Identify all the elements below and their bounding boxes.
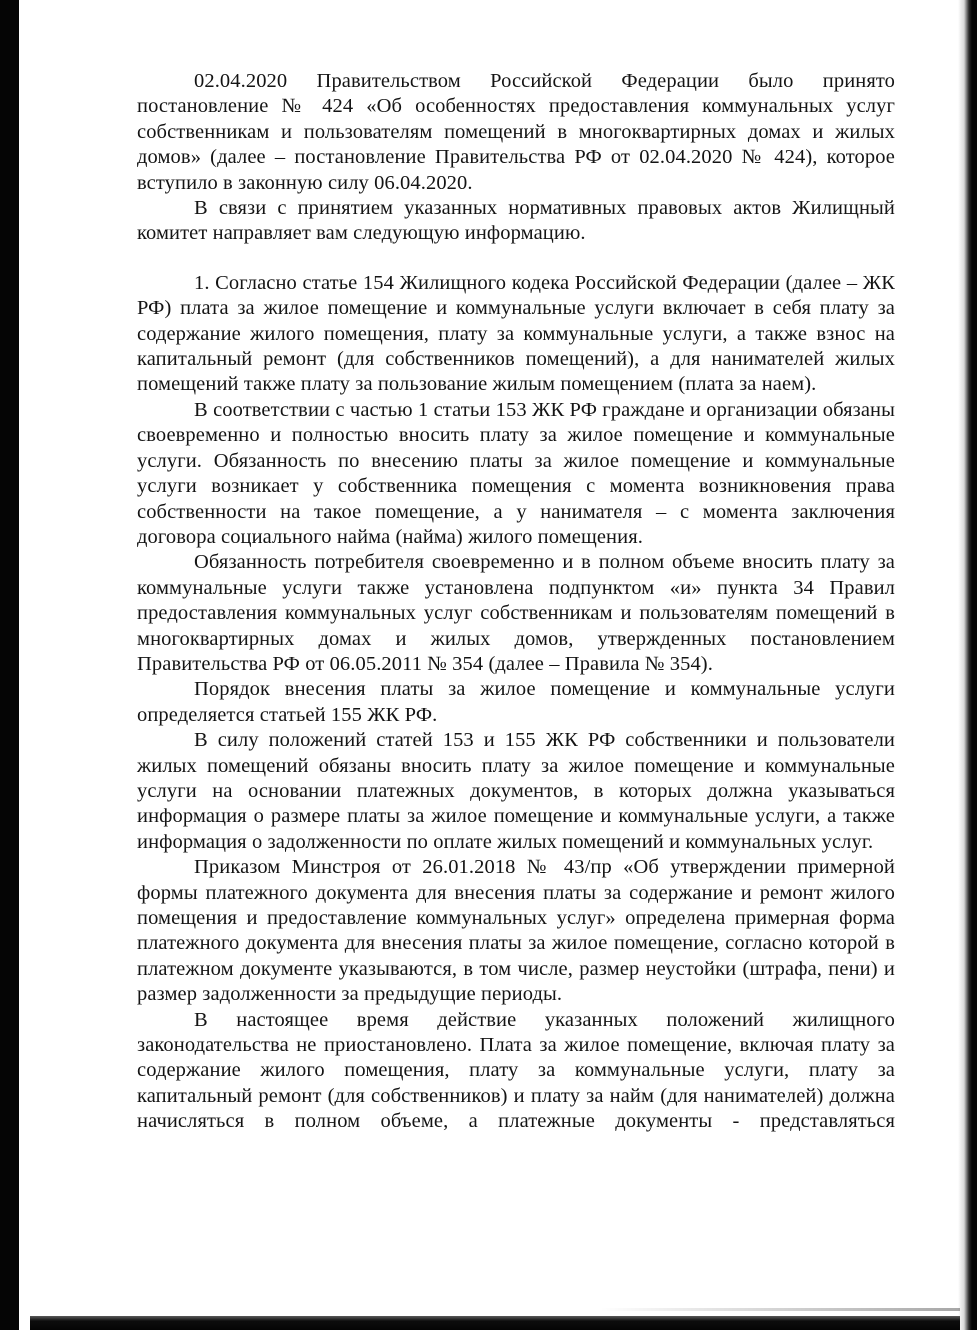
paragraph-article-153: В соответствии с частью 1 статьи 153 ЖК РФ граждане и организации обязаны своевременно и полностью вносить плату за жилое помещение и коммунальные услуги. Обязанность по внесению платы за жилое помещение и коммунальные услуги возникает у собственника помещения с момента возникновения права собственности на такое помещение, а у нанимателя – с момента заключения договора социального найма (найма) жилого помещения. — [137, 398, 895, 548]
scan-border-left — [0, 0, 19, 1330]
scan-border-bottom — [30, 1316, 960, 1330]
scan-shadow-bottom — [600, 1308, 960, 1311]
paragraph-article-154: 1. Согласно статье 154 Жилищного кодека Российской Федерации (далее – ЖК РФ) плата за жилое помещение и коммунальные услуги включает в себя плату за содержание жилого помещения, плату за коммунальные услуги, а также взнос на капитальный ремонт (для собственников помещений), а для нанимателей жилых помещений также плату за пользование жилым помещением (плата за наем). — [137, 271, 895, 396]
paragraph-minstroy-order: Приказом Минстроя от 26.01.2018 № 43/пр «Об утверждении примерной формы платежного документа для внесения платы за содержание и ремонт жилого помещения и предоставление коммунальных услуг» определена примерная форма платежного документа для внесения платы за жилое помещение, согласно которой в платежном документе указываются, в том числе, размер неустойки (штрафа, пени) и размер задолженности за предыдущие периоды. — [137, 856, 895, 1006]
paragraph-rules-354: Обязанность потребителя своевременно и в полном объеме вносить плату за коммунальные услуги также установлена подпунктом «и» пункта 34 Правил предоставления коммунальных услуг собственникам и пользователям помещений в многоквартирных домах и жилых домов, утвержденных постановлением Правительства РФ от 06.05.2011 № 354 (далее – Правила № 354). — [137, 551, 895, 675]
scan-border-right — [958, 0, 977, 1330]
paragraph-article-155: Порядок внесения платы за жилое помещение и коммунальные услуги определяется статьей 155 ЖК РФ. — [137, 678, 895, 726]
paragraph-payment-documents: В силу положений статей 153 и 155 ЖК РФ собственники и пользователи жилых помещений обязаны вносить плату за жилое помещение и коммунальные услуги на основании платежных документов, в которых должна указываться информация о размере платы за жилое помещение и коммунальные услуги, а также информация о задолженности по оплате жилых помещений и коммунальных услуг. — [137, 729, 895, 853]
paragraph-decree-424: 02.04.2020 Правительством Российской Федерации было принято постановление № 424 «Об особенностях предоставления коммунальных услуг собственникам и пользователям помещений в многоквартирных домах и жилых домов» (далее – постановление Правительства РФ от 02.04.2020 № 424), которое вступило в законную силу 06.04.2020. — [137, 70, 895, 194]
paragraph-committee-info: В связи с принятием указанных нормативных правовых актов Жилищный комитет направляет вам следующую информацию. — [137, 197, 895, 245]
document-body — [137, 69, 895, 1135]
paragraph-current-status: В настоящее время действие указанных положений жилищного законодательства не приостановлено. Плата за жилое помещение, включая плату за содержание жилого помещения, плату за коммунальные услуги, плату за капитальный ремонт (для собственников) и плату за найм (для нанимателей) должна начисляться в полном объеме, а платежные документы - представляться — [137, 1008, 895, 1133]
